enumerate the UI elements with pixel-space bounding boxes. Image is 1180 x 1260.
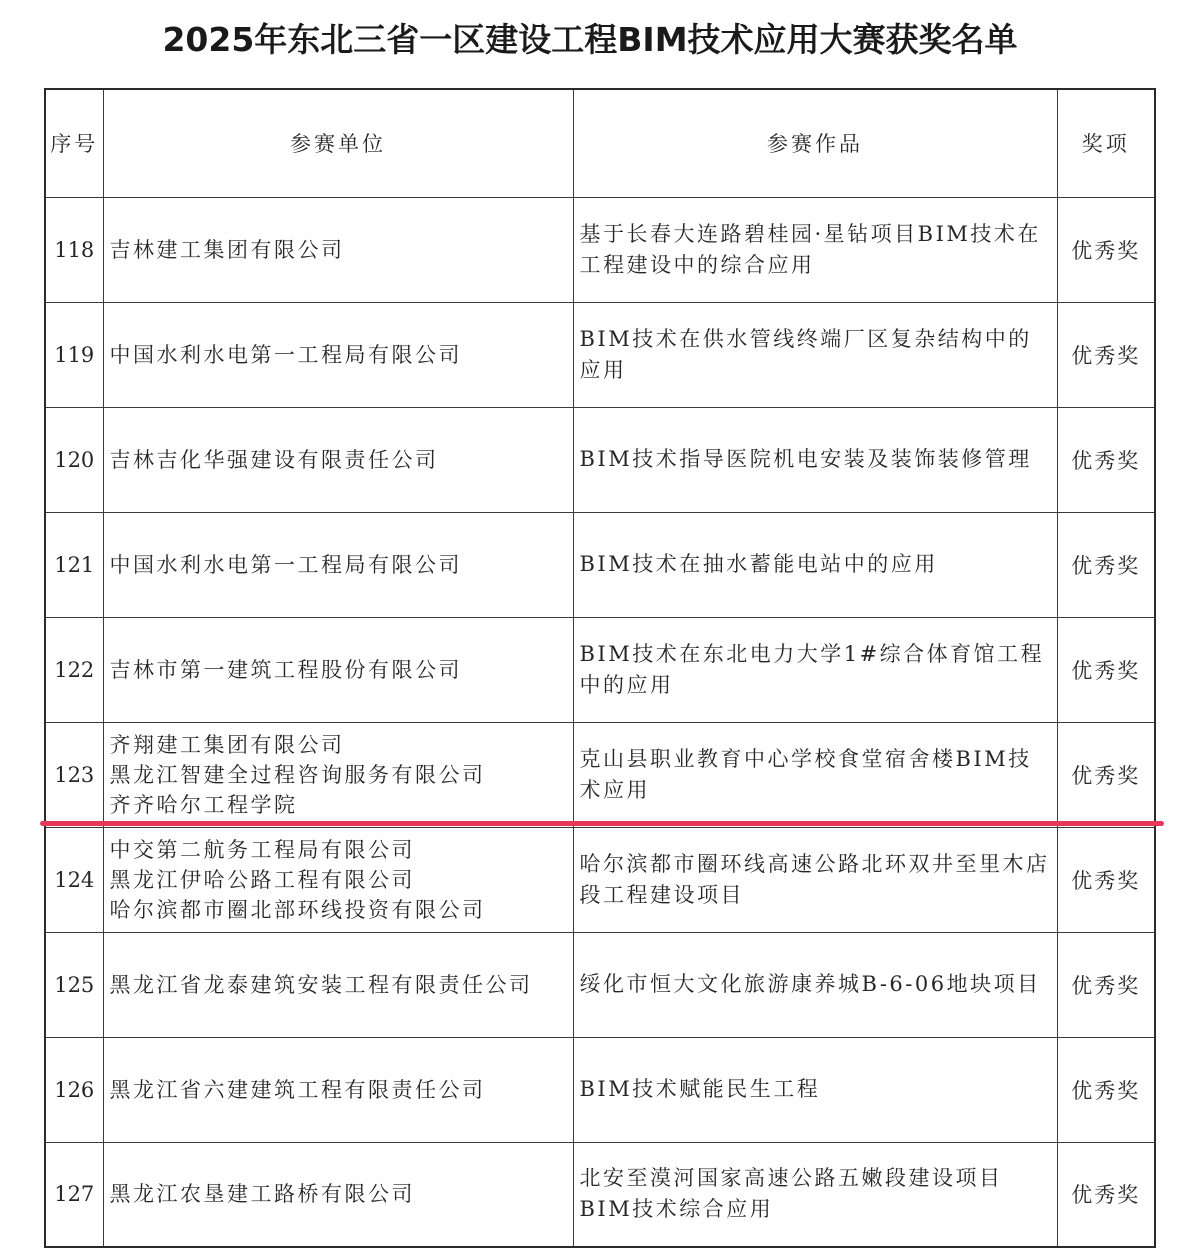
row-number: 119: [45, 302, 103, 407]
unit-name: 吉林吉化华强建设有限责任公司: [109, 447, 439, 472]
award-level: 优秀奖: [1057, 1037, 1155, 1142]
entry-work: 哈尔滨都市圈环线高速公路北环双井至里木店段工程建设项目: [573, 827, 1057, 932]
table-row: [45, 1142, 1155, 1247]
header-no: 序号: [45, 89, 103, 197]
entry-work: 北安至漠河国家高速公路五嫩段建设项目BIM技术综合应用: [573, 1142, 1057, 1247]
unit-name: 黑龙江伊哈公路工程有限公司: [109, 867, 415, 892]
participant-unit: [103, 512, 573, 617]
entry-work: 基于长春大连路碧桂园·星钻项目BIM技术在工程建设中的综合应用: [573, 197, 1057, 302]
row-number: 120: [45, 407, 103, 512]
table-row: [45, 512, 1155, 617]
award-level: 优秀奖: [1057, 302, 1155, 407]
table-row: [45, 617, 1155, 722]
entry-work: BIM技术赋能民生工程: [573, 1037, 1057, 1142]
entry-work: BIM技术在抽水蓄能电站中的应用: [573, 512, 1057, 617]
award-level: 优秀奖: [1057, 512, 1155, 617]
table-row: [45, 1037, 1155, 1142]
table-row: [45, 302, 1155, 407]
table-row: [45, 407, 1155, 512]
table-row: [45, 827, 1155, 932]
participant-unit: [103, 197, 573, 302]
entry-work: 克山县职业教育中心学校食堂宿舍楼BIM技术应用: [573, 722, 1057, 827]
unit-name: 齐翔建工集团有限公司: [109, 732, 345, 757]
table-header: [45, 89, 1155, 197]
row-number: 124: [45, 827, 103, 932]
row-number: 123: [45, 722, 103, 827]
page-title: 2025年东北三省一区建设工程BIM技术应用大赛获奖名单: [162, 20, 1018, 59]
participant-unit: [103, 722, 573, 827]
award-level: 优秀奖: [1057, 407, 1155, 512]
unit-name: 吉林市第一建筑工程股份有限公司: [109, 657, 462, 682]
row-number: 127: [45, 1142, 103, 1247]
entry-work: BIM技术在供水管线终端厂区复杂结构中的应用: [573, 302, 1057, 407]
participant-unit: [103, 1037, 573, 1142]
unit-name: 吉林建工集团有限公司: [109, 237, 345, 262]
participant-unit: [103, 302, 573, 407]
award-level: 优秀奖: [1057, 722, 1155, 827]
header-award: 奖项: [1057, 89, 1155, 197]
unit-name: 中国水利水电第一工程局有限公司: [109, 552, 462, 577]
row-number: 122: [45, 617, 103, 722]
award-level: 优秀奖: [1057, 827, 1155, 932]
award-level: 优秀奖: [1057, 932, 1155, 1037]
row-number: 118: [45, 197, 103, 302]
award-level: 优秀奖: [1057, 1142, 1155, 1247]
table-row: [45, 932, 1155, 1037]
entry-work: 绥化市恒大文化旅游康养城B-6-06地块项目: [573, 932, 1057, 1037]
unit-name: 黑龙江智建全过程咨询服务有限公司: [109, 762, 486, 787]
unit-name: 黑龙江农垦建工路桥有限公司: [109, 1182, 415, 1207]
table-row: [45, 722, 1155, 827]
header-unit: 参赛单位: [103, 89, 573, 197]
table-body: [45, 197, 1155, 1247]
participant-unit: [103, 932, 573, 1037]
row-number: 121: [45, 512, 103, 617]
award-level: 优秀奖: [1057, 617, 1155, 722]
header-work: 参赛作品: [573, 89, 1057, 197]
unit-name: 黑龙江省龙泰建筑安装工程有限责任公司: [109, 972, 533, 997]
award-level: 优秀奖: [1057, 197, 1155, 302]
unit-name: 中国水利水电第一工程局有限公司: [109, 342, 462, 367]
participant-unit: [103, 407, 573, 512]
participant-unit: [103, 827, 573, 932]
entry-work: BIM技术指导医院机电安装及装饰装修管理: [573, 407, 1057, 512]
participant-unit: [103, 1142, 573, 1247]
unit-name: 齐齐哈尔工程学院: [109, 792, 298, 817]
highlight-underline: [40, 821, 1164, 826]
table-row: [45, 197, 1155, 302]
entry-work: BIM技术在东北电力大学1#综合体育馆工程中的应用: [573, 617, 1057, 722]
row-number: 125: [45, 932, 103, 1037]
row-number: 126: [45, 1037, 103, 1142]
participant-unit: [103, 617, 573, 722]
award-table: [44, 88, 1156, 1248]
unit-name: 哈尔滨都市圈北部环线投资有限公司: [109, 897, 486, 922]
unit-name: 中交第二航务工程局有限公司: [109, 837, 415, 862]
unit-name: 黑龙江省六建建筑工程有限责任公司: [109, 1077, 486, 1102]
